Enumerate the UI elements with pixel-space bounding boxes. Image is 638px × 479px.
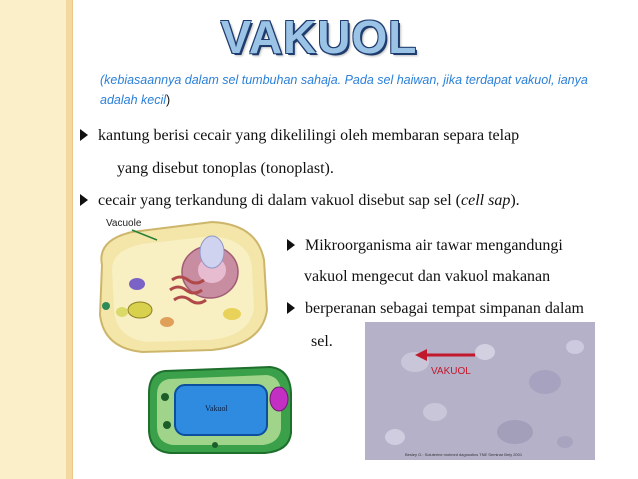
bullet-text: kantung berisi cecair yang dikelilingi oleh membaran separa telap [98, 127, 520, 144]
micrograph-illustration [365, 322, 595, 460]
plant-cell-label: Vakuol [205, 404, 228, 413]
bullet-arrow-icon [287, 239, 295, 251]
animal-cell-label: Vacuole [106, 218, 142, 229]
subtitle-text: (kebiasaannya dalam sel tumbuhan sahaja. Pada sel haiwan, jika terdapat vakuol, ianya adalah kecil [100, 73, 588, 107]
bullet-tonoplast-cont: yang disebut tonoplas (tonoplast). [117, 160, 334, 177]
bullet-microorganism [287, 237, 563, 255]
micrograph-label: VAKUOL [431, 366, 471, 377]
bullet-arrow-icon [287, 302, 295, 314]
bullet-text-italic: cell sap [461, 192, 511, 209]
bullet-arrow-icon [80, 129, 88, 141]
bullet-arrow-icon [80, 194, 88, 206]
left-decor-edge [72, 0, 73, 479]
slide-subtitle [100, 70, 610, 110]
bullet-tonoplast [80, 127, 519, 145]
bullet-microorganism-cont: vakuol mengecut dan vakuol makanan [304, 268, 551, 285]
animal-cell-illustration [92, 210, 272, 356]
bullet-text: Mikroorganisma air tawar mengandungi [305, 237, 563, 254]
bullet-text-a: cecair yang terkandung di dalam vakuol disebut sap sel ( [98, 192, 461, 209]
plant-cell-illustration [145, 363, 295, 455]
subtitle-close: ) [166, 93, 171, 107]
bullet-storage [287, 300, 584, 318]
bullet-text-b: ). [510, 192, 520, 209]
bullet-text: berperanan sebagai tempat simpanan dalam [305, 300, 584, 317]
bullet-storage-cont: sel. [311, 333, 333, 350]
slide-title: VAKUOL [220, 11, 418, 63]
micrograph-caption: Besley G.: Soluterine molmed dagnostics TNE Seminar Bely 2001 [405, 452, 523, 457]
bullet-cell-sap [80, 192, 520, 210]
left-decor-stripe [0, 0, 66, 479]
